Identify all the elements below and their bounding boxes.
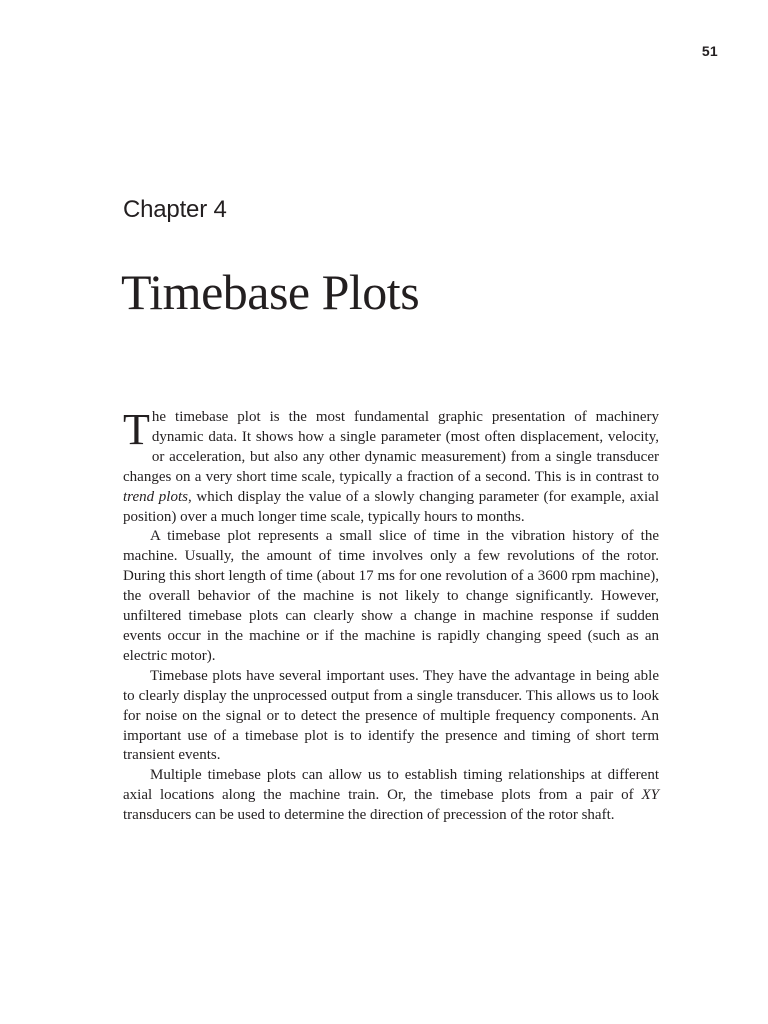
paragraph-1 — [123, 405, 659, 527]
drop-cap: T — [123, 405, 150, 454]
page-number: 51 — [701, 43, 718, 59]
paragraph-4 — [123, 766, 659, 826]
body-text — [123, 405, 659, 826]
chapter-title: Timebase Plots — [121, 264, 420, 320]
paragraph-1-text-a: he timebase plot is the most fundamental graphic presentation of machinery dynamic data. It shows how a single parameter (most often displacement, velocity, or acceleration, but also any other dynamic measurement) from a single transducer changes on a very short time scale, typically a fraction of a second. This is in contrast to — [123, 409, 659, 485]
paragraph-1-text-b: , which display the value of a slowly changing parameter (for example, axial position) over a much longer time scale, typically hours to months. — [123, 488, 659, 525]
paragraph-4-emphasis: XY — [641, 787, 659, 804]
paragraph-2: A timebase plot represents a small slice of time in the vibration history of the machine. Usually, the amount of time involves only a few revolutions of the rotor. During this short length of time (about 17 ms for one revolution of a 3600 rpm machine), the overall behavior of the machine is not likely to change significantly. However, unfiltered timebase plots can clearly show a change in machine response if sudden events occur in the machine or if the machine is rapidly changing speed (such as an electric motor). — [123, 528, 659, 664]
paragraph-1-emphasis: trend plots — [123, 488, 188, 505]
paragraph-4-text-a: Multiple timebase plots can allow us to establish timing relationships at different axial locations along the machine train. Or, the timebase plots from a pair of — [123, 767, 659, 804]
chapter-label: Chapter 4 — [123, 196, 227, 223]
paragraph-4-text-b: transducers can be used to determine the direction of precession of the rotor shaft. — [123, 807, 615, 824]
paragraph-3: Timebase plots have several important uses. They have the advantage in being able to clearly display the unprocessed output from a single transducer. This allows us to look for noise on the signal or to detect the presence of multiple frequency components. An important use of a timebase plot is to identify the presence and timing of short term transient events. — [123, 667, 659, 764]
